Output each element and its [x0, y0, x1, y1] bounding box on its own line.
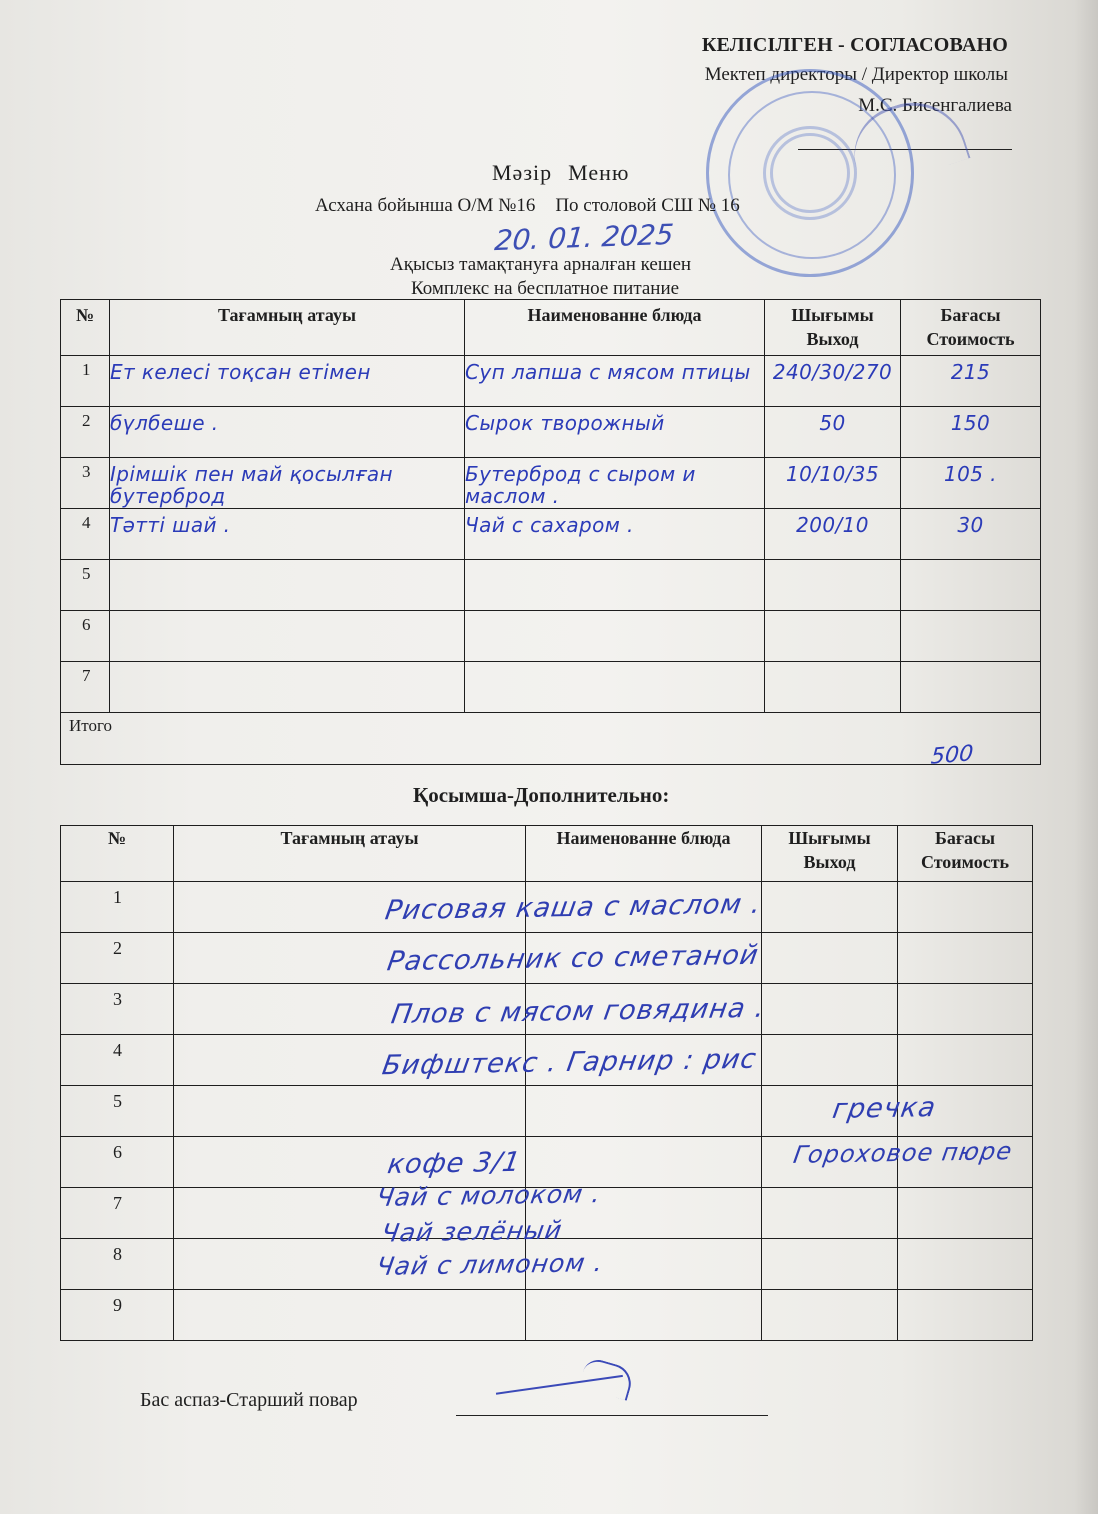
handwritten-additional-item: Плов с мясом говядина . [388, 992, 768, 1031]
empty-cell [762, 1239, 898, 1290]
director-position: Мектеп директоры / Директор школы [704, 64, 1008, 85]
dish-ru: Чай с сахаром . [465, 509, 765, 560]
dish-output: 240/30/270 [765, 356, 901, 407]
dish-kk [110, 560, 465, 611]
main-table-row [61, 611, 1041, 662]
dish-kk: Ет келесі тоқсан етімен [110, 356, 465, 407]
main-col-number: № [61, 300, 110, 356]
dish-ru: Бутерброд с сыром и маслом . [465, 458, 765, 509]
empty-cell [898, 1239, 1033, 1290]
empty-cell [762, 933, 898, 984]
additional-col-number: № [61, 826, 174, 882]
dish-price: 105 . [901, 458, 1041, 509]
row-number: 3 [61, 984, 174, 1035]
canteen-ru: По столовой СШ № 16 [555, 195, 740, 216]
additional-table-row [61, 1290, 1033, 1341]
director-name: М.С. Бисенгалиева [858, 95, 1012, 116]
empty-cell [898, 1035, 1033, 1086]
additional-table-header [61, 826, 1033, 882]
handwritten-additional-item: Чай с молоком . [374, 1179, 604, 1212]
dish-price [901, 560, 1041, 611]
canteen-kk: Асхана бойынша О/М №16 [315, 195, 536, 216]
main-table-row [61, 458, 1041, 509]
free-meals-title-kk: Ақысыз тамақтануға арналған кешен [390, 254, 692, 275]
empty-cell [898, 984, 1033, 1035]
main-table-row [61, 407, 1041, 458]
main-col-price: Бағасы Стоимость [901, 300, 1041, 356]
handwritten-additional-item: гречка [830, 1092, 939, 1125]
free-meals-title-ru: Комплекс на бесплатное питание [411, 278, 680, 299]
dish-kk: Ірімшік пен май қосылған бутерброд [110, 458, 465, 509]
row-number: 6 [61, 1137, 174, 1188]
dish-kk [110, 662, 465, 713]
senior-cook-signature [494, 1350, 677, 1406]
approval-title: КЕЛІСІЛГЕН - СОГЛАСОВАНО [701, 34, 1008, 56]
dish-output: 200/10 [765, 509, 901, 560]
row-number: 3 [61, 458, 110, 509]
dish-ru [465, 611, 765, 662]
dish-kk [110, 611, 465, 662]
dish-output [765, 611, 901, 662]
row-number: 2 [61, 933, 174, 984]
row-number: 1 [61, 882, 174, 933]
handwritten-additional-item: Гороховое пюре [791, 1137, 1015, 1169]
empty-cell [762, 1290, 898, 1341]
main-table-row [61, 356, 1041, 407]
dish-kk: бүлбеше . [110, 407, 465, 458]
dish-price [901, 662, 1041, 713]
empty-cell [526, 1290, 762, 1341]
dish-ru [465, 560, 765, 611]
row-number: 4 [61, 509, 110, 560]
dish-ru: Суп лапша с мясом птицы [465, 356, 765, 407]
empty-cell [762, 882, 898, 933]
main-col-ru-name: Наименованне блюда [465, 300, 765, 356]
main-table-header [61, 300, 1041, 356]
main-menu-table [60, 299, 1041, 765]
main-table-row [61, 662, 1041, 713]
empty-cell [898, 933, 1033, 984]
handwritten-additional-item: Чай с лимоном . [374, 1248, 606, 1281]
empty-cell [526, 1086, 762, 1137]
row-number: 1 [61, 356, 110, 407]
dish-output [765, 560, 901, 611]
dish-ru [465, 662, 765, 713]
dish-output [765, 662, 901, 713]
dish-price: 30 [901, 509, 1041, 560]
main-table-row [61, 509, 1041, 560]
additional-col-kk-name: Тағамның атауы [174, 826, 526, 882]
empty-cell [174, 1086, 526, 1137]
handwritten-additional-item: Чай зелёный [379, 1215, 565, 1248]
senior-cook-signature-line [456, 1415, 768, 1416]
handwritten-date: 20. 01. 2025 [493, 217, 675, 258]
canteen-line [315, 195, 740, 217]
menu-title [492, 160, 629, 186]
additional-col-output: Шығымы Выход [762, 826, 898, 882]
row-number: 5 [61, 560, 110, 611]
main-col-output: Шығымы Выход [765, 300, 901, 356]
empty-cell [762, 984, 898, 1035]
main-table-row [61, 560, 1041, 611]
empty-cell [898, 1290, 1033, 1341]
dish-price: 150 [901, 407, 1041, 458]
row-number: 5 [61, 1086, 174, 1137]
dish-price [901, 611, 1041, 662]
row-number: 7 [61, 1188, 174, 1239]
handwritten-additional-item: Бифштекс . Гарнир : рис [379, 1043, 759, 1082]
empty-cell [762, 1035, 898, 1086]
handwritten-additional-item: Рассольник со сметаной [384, 939, 762, 978]
additional-col-price: Бағасы Стоимость [898, 826, 1033, 882]
dish-price: 215 [901, 356, 1041, 407]
menu-title-kk: Мәзір [492, 160, 553, 185]
dish-output: 50 [765, 407, 901, 458]
row-number: 7 [61, 662, 110, 713]
main-col-kk-name: Тағамның атауы [110, 300, 465, 356]
total-label: Итого [61, 713, 1041, 765]
handwritten-additional-item: Рисовая каша с маслом . [382, 888, 764, 927]
total-row [61, 713, 1041, 765]
dish-output: 10/10/35 [765, 458, 901, 509]
row-number: 6 [61, 611, 110, 662]
total-value: 500 [929, 741, 975, 770]
empty-cell [762, 1188, 898, 1239]
senior-cook-label: Бас аспаз-Старший повар [140, 1389, 358, 1411]
additional-section-title: Қосымша-Дополнительно: [413, 783, 670, 807]
row-number: 8 [61, 1239, 174, 1290]
row-number: 2 [61, 407, 110, 458]
empty-cell [174, 1290, 526, 1341]
handwritten-additional-item: кофе 3/1 [385, 1146, 524, 1181]
dish-ru: Сырок творожный [465, 407, 765, 458]
menu-title-ru: Меню [568, 160, 630, 185]
row-number: 9 [61, 1290, 174, 1341]
additional-col-ru-name: Наименованне блюда [526, 826, 762, 882]
empty-cell [898, 882, 1033, 933]
page-edge-shadow [1074, 0, 1098, 1514]
empty-cell [898, 1188, 1033, 1239]
dish-kk: Тәтті шай . [110, 509, 465, 560]
row-number: 4 [61, 1035, 174, 1086]
